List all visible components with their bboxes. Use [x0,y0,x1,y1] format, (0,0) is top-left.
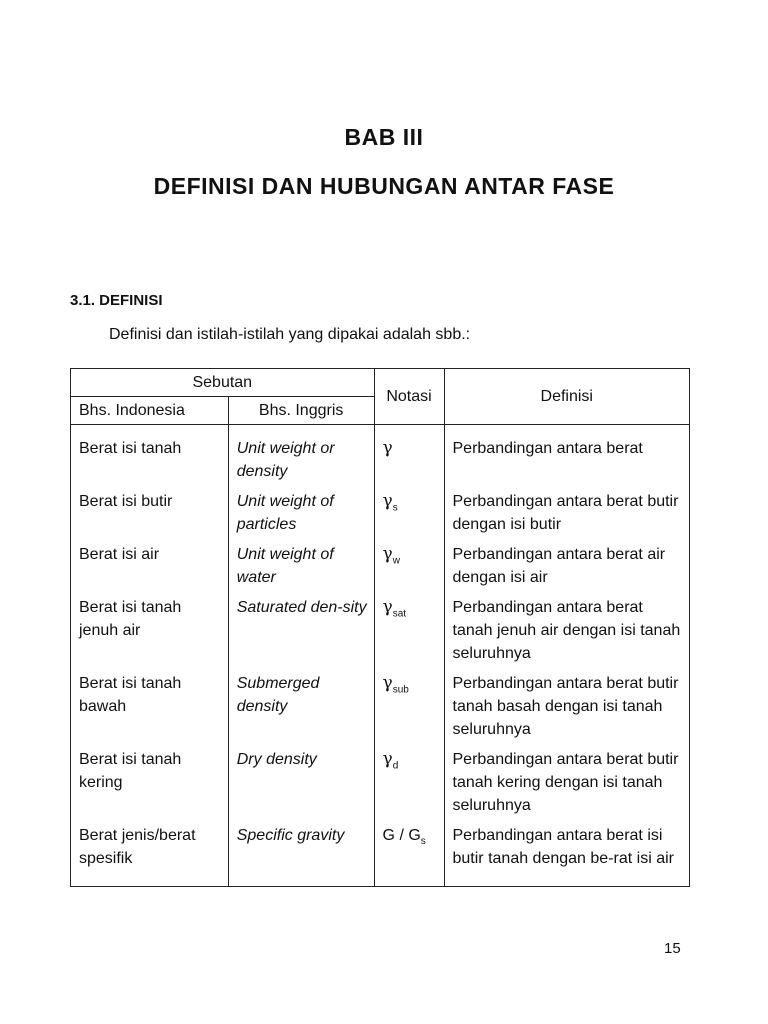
term-english: Specific gravity [228,822,374,887]
definition: Perbandingan antara berat butir dengan isi butir [444,488,690,541]
notation [374,670,444,746]
table-row [71,425,690,489]
table-row [71,541,690,594]
section-heading: 3.1. DEFINISI [70,292,163,309]
table-row [71,488,690,541]
term-english: Unit weight of water [228,541,374,594]
table-row [71,594,690,670]
notation-symbol: γ [382,597,393,617]
notation-subscript: w [392,555,400,567]
term-indonesia: Berat isi tanah [71,425,229,489]
header-sebutan: Sebutan [71,369,375,397]
definition: Perbandingan antara berat butir tanah kering dengan isi tanah seluruhnya [444,746,690,822]
table-row [71,670,690,746]
header-notasi: Notasi [374,369,444,425]
definition: Perbandingan antara berat isi butir tanah dengan be-rat isi air [444,822,690,887]
notation [374,425,444,489]
page-number: 15 [664,940,681,957]
term-indonesia: Berat isi air [71,541,229,594]
term-english: Unit weight of particles [228,488,374,541]
notation-symbol: γ [382,749,393,769]
notation [374,541,444,594]
notation-symbol: γ [382,491,393,511]
notation [374,488,444,541]
header-indonesia: Bhs. Indonesia [71,397,229,425]
term-english: Dry density [228,746,374,822]
term-indonesia: Berat isi butir [71,488,229,541]
term-english: Submerged density [228,670,374,746]
notation-subscript: sat [392,608,407,620]
chapter-heading: BAB III [344,124,424,150]
chapter-title: DEFINISI DAN HUBUNGAN ANTAR FASE [153,173,615,199]
notation-subscript: sub [392,684,409,696]
notation-subscript: s [420,836,426,848]
term-indonesia: Berat jenis/berat spesifik [71,822,229,887]
notation-symbol: γ [382,544,393,564]
definition: Perbandingan antara berat air dengan isi air [444,541,690,594]
header-inggris: Bhs. Inggris [228,397,374,425]
notation-symbol: γ [382,438,393,458]
header-definisi: Definisi [444,369,690,425]
definitions-table [70,368,690,887]
notation [374,594,444,670]
definition: Perbandingan antara berat [444,425,690,489]
term-indonesia: Berat isi tanah bawah [71,670,229,746]
intro-paragraph: Definisi dan istilah-istilah yang dipakai adalah sbb.: [109,326,471,343]
term-indonesia: Berat isi tanah kering [71,746,229,822]
definition: Perbandingan antara berat butir tanah basah dengan isi tanah seluruhnya [444,670,690,746]
notation-subscript: d [392,760,399,772]
notation-symbol: G / G [382,827,421,844]
notation-subscript: s [392,502,398,514]
term-english: Saturated den-sity [228,594,374,670]
term-indonesia: Berat isi tanah jenuh air [71,594,229,670]
notation-symbol: γ [382,673,393,693]
table-row [71,822,690,887]
notation [374,822,444,887]
definition: Perbandingan antara berat tanah jenuh air dengan isi tanah seluruhnya [444,594,690,670]
table-row [71,746,690,822]
notation [374,746,444,822]
term-english: Unit weight or density [228,425,374,489]
